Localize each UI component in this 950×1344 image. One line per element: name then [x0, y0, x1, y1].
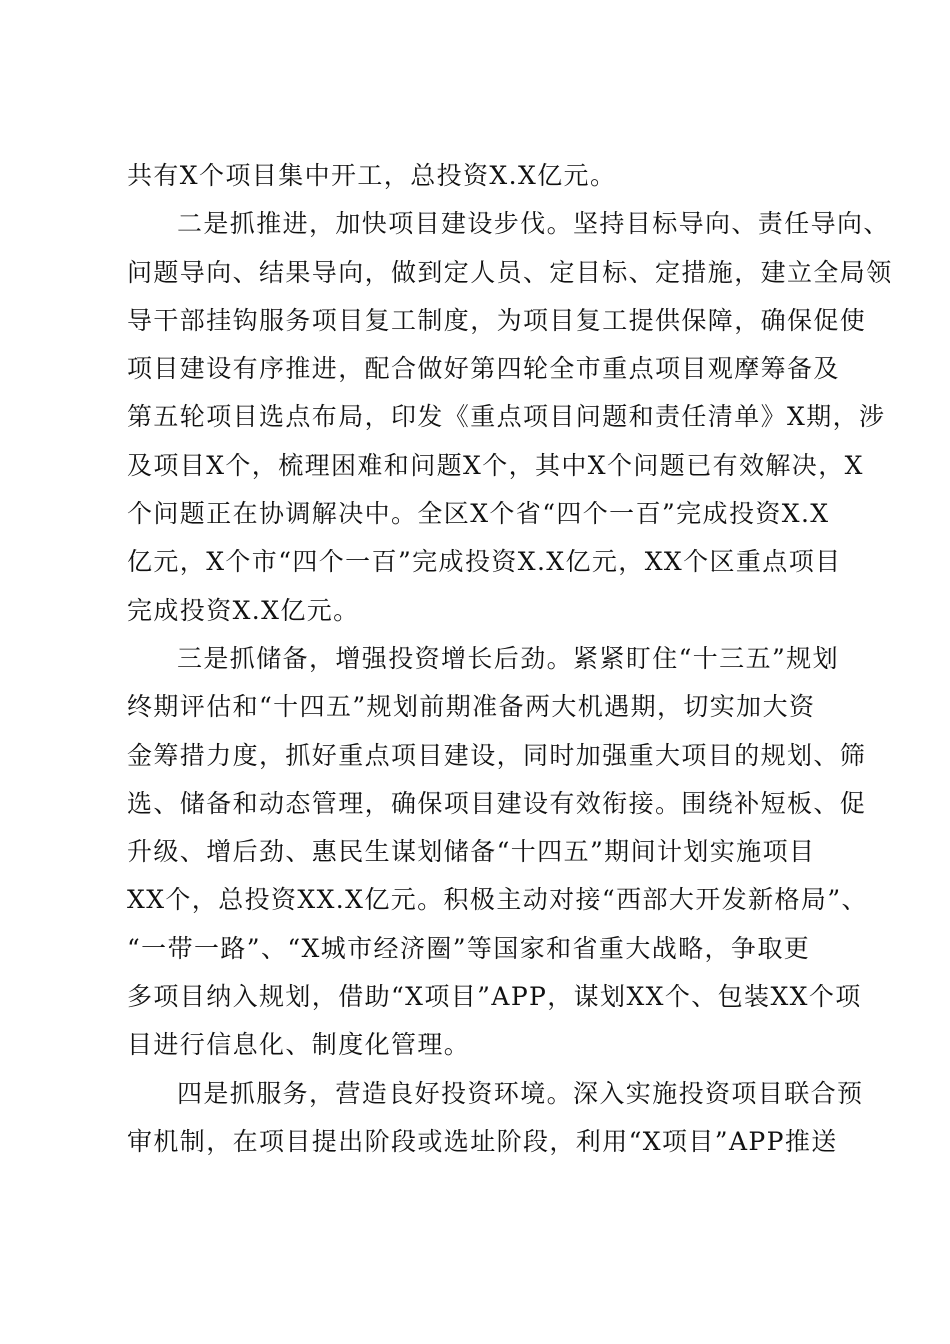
text-line: 目进行信息化、制度化管理。	[127, 1030, 471, 1060]
text-line: 共有X个项目集中开工，总投资X.X亿元。	[127, 161, 617, 190]
text-line: 及项目X个，梳理困难和问题X个，其中X个问题已有效解决，X	[127, 450, 864, 480]
text-line: 升级、增后劲、惠民生谋划储备“十四五”期间计划实施项目	[127, 837, 816, 867]
text-line: “一带一路”、“X城市经济圈”等国家和省重大战略，争取更	[127, 933, 811, 963]
text-line: 亿元，X个市“四个一百”完成投资X.X亿元，XX个区重点项目	[127, 547, 842, 577]
paragraph-heading-line: 二是抓推进，加快项目建设步伐。坚持目标导向、责任导向、	[177, 209, 890, 239]
text-line: 选、储备和动态管理，确保项目建设有效衔接。围绕补短板、促	[127, 788, 867, 818]
text-line: 审机制，在项目提出阶段或选址阶段，利用“X项目”APP推送	[127, 1126, 838, 1156]
document-body	[127, 152, 893, 1166]
paragraph-heading-line: 四是抓服务，营造良好投资环境。深入实施投资项目联合预	[177, 1078, 864, 1108]
text-line: 终期评估和“十四五”规划前期准备两大机遇期，切实加大资	[127, 692, 816, 722]
text-line: 个问题正在协调解决中。全区X个省“四个一百”完成投资X.X	[127, 499, 830, 529]
text-line: 金筹措力度，抓好重点项目建设，同时加强重大项目的规划、筛	[127, 740, 867, 770]
text-line: 多项目纳入规划，借助“X项目”APP，谋划XX个、包装XX个项	[127, 982, 862, 1012]
paragraph-heading-line: 三是抓储备，增强投资增长后劲。紧紧盯住“十三五”规划	[177, 643, 839, 673]
text-line: 完成投资X.X亿元。	[127, 595, 360, 625]
text-line: 项目建设有序推进，配合做好第四轮全市重点项目观摩筹备及	[127, 354, 840, 384]
text-line: 问题导向、结果导向，做到定人员、定目标、定措施，建立全局领	[127, 257, 893, 287]
text-line: XX个，总投资XX.X亿元。积极主动对接“西部大开发新格局”、	[127, 885, 868, 915]
text-line: 导干部挂钩服务项目复工制度，为项目复工提供保障，确保促使	[127, 305, 867, 335]
text-line: 第五轮项目选点布局，印发《重点项目问题和责任清单》X期，涉	[127, 402, 886, 432]
